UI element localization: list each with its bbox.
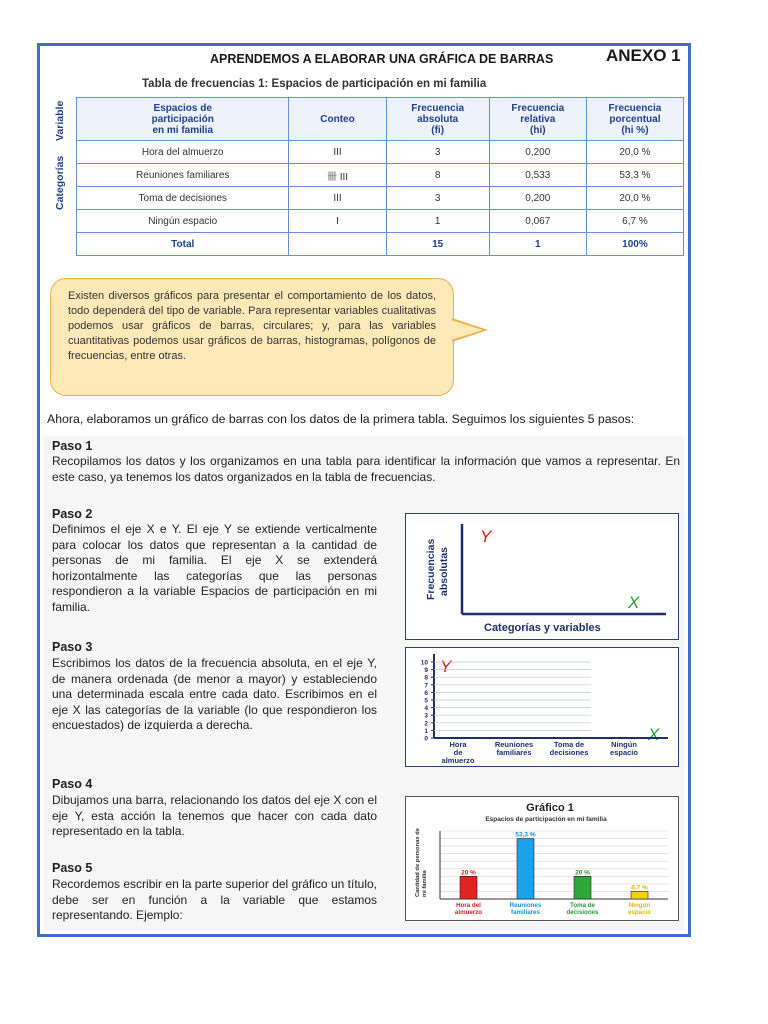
header-frecuencia-relativa: Frecuencia relativa (hi): [489, 98, 586, 141]
table-cell: III: [289, 187, 386, 210]
category-label: Toma de: [553, 740, 585, 749]
y-tick-label: 1: [424, 727, 428, 735]
bar-category-label: Hora del: [456, 902, 481, 909]
total-cell: Total: [77, 233, 289, 256]
table-cell: 53,3 %: [586, 164, 683, 187]
table-cell: 卌 III: [289, 164, 386, 187]
total-cell: [289, 233, 386, 256]
category-label: Ningún: [611, 740, 637, 749]
total-row: [77, 233, 684, 256]
table-cell: I: [289, 210, 386, 233]
step-3-title: Paso 3: [52, 640, 93, 654]
bar: [631, 891, 648, 899]
header-espacios: Espacios de participación en mi familia: [77, 98, 289, 141]
y-axis-label-line1: Frecuencias: [425, 538, 437, 600]
intro-text: Ahora, elaboramos un gráfico de barras con los datos de la primera tabla. Seguimos los siguientes 5 pasos:: [47, 412, 635, 426]
table-row: [77, 187, 684, 210]
chart-y-label: Cantidad de personas de: [415, 828, 421, 897]
category-label: Reuniones: [494, 740, 534, 749]
header-frecuencia-porcentual: Frecuencia porcentual (hi %): [586, 98, 683, 141]
x-axis-label: Categorías y variables: [484, 622, 601, 634]
table-cell: 3: [386, 187, 489, 210]
scaled-axes-diagram: [405, 647, 679, 767]
bar: [517, 839, 534, 899]
variable-side-label: Variable: [54, 100, 66, 141]
y-tick-label: 6: [424, 689, 428, 697]
page-title: APRENDEMOS A ELABORAR UNA GRÁFICA DE BARRAS: [210, 52, 554, 66]
bar-value-label: 20 %: [461, 869, 476, 877]
step-2-title: Paso 2: [52, 507, 93, 521]
table-cell: 8: [386, 164, 489, 187]
table-cell: 3: [386, 141, 489, 164]
header-frecuencia-absoluta: Frecuencia absoluta (fi): [386, 98, 489, 141]
annex-label: ANEXO 1: [606, 46, 681, 65]
step-4-text: Dibujamos una barra, relacionando los datos del eje X con el eje Y, esta acción la tenemos que hacer con cada dato representado en la tabla.: [52, 793, 377, 839]
table-cell: 0,200: [489, 141, 586, 164]
header-conteo: Conteo: [289, 98, 386, 141]
table-cell: 0,067: [489, 210, 586, 233]
bar-value-label: 20 %: [575, 869, 590, 877]
info-bubble: Existen diversos gráficos para presentar el comportamiento de los datos, todo dependerá del tipo de variable. Para representar variables cualitativas podemos usar gráficos de barras, circulares; y, para las variables cuantitativas podemos usar gráficos de barras, histogramas, polígonos de frecuencias, entre otras.: [50, 278, 454, 396]
table-cell: III: [289, 141, 386, 164]
bar-category-label: Reuniones: [509, 902, 542, 909]
y-tick-label: 0: [424, 735, 428, 743]
step-5-title: Paso 5: [52, 861, 93, 875]
categories-side-label: Categorías: [54, 155, 66, 210]
table-cell: Ningún espacio: [77, 210, 289, 233]
table-caption: Tabla de frecuencias 1: Espacios de participación en mi familia: [142, 78, 487, 90]
category-label: decisiones: [549, 748, 589, 757]
y-tick-label: 7: [424, 682, 428, 690]
chart-subtitle: Espacios de participación en mi familia: [485, 816, 607, 823]
bar-category-label: espacio: [627, 909, 652, 916]
step-1-title: Paso 1: [52, 439, 93, 453]
x-axis-letter: X: [628, 593, 640, 612]
bar-category-label: decisiones: [566, 909, 599, 916]
y-axis-letter: Y: [480, 527, 492, 546]
table-cell: 20,0 %: [586, 187, 683, 210]
y-tick-label: 2: [424, 720, 428, 728]
bar-chart-panel: [405, 796, 679, 921]
table-row: [77, 210, 684, 233]
step-2-text: Definimos el eje X e Y. El eje Y se extiende verticalmente para colocar los datos que representan a la cantidad de personas de mi familia. El eje X se extenderá horizontalmente las categorías que las personas respondieron a la variable Espacios de participación en mi familia.: [52, 522, 377, 614]
bar: [460, 876, 477, 899]
table-cell: 20,0 %: [586, 141, 683, 164]
total-cell: 1: [489, 233, 586, 256]
bar-category-label: Ningún: [628, 902, 651, 909]
total-cell: 100%: [586, 233, 683, 256]
y-axis-label-line2: absolutas: [438, 546, 450, 596]
bar: [574, 876, 591, 899]
table-cell: Reuniones familiares: [77, 164, 289, 187]
y-tick-label: 10: [420, 659, 428, 667]
table-cell: Hora del almuerzo: [77, 141, 289, 164]
category-label: almuerzo: [441, 756, 475, 765]
y-tick-label: 5: [424, 697, 428, 705]
table-cell: 1: [386, 210, 489, 233]
bar-value-label: 53,3 %: [515, 831, 536, 839]
bar-category-label: Toma de: [570, 902, 595, 909]
bar-category-label: familiares: [511, 909, 540, 916]
y-tick-label: 3: [424, 712, 428, 720]
category-label: familiares: [496, 748, 532, 757]
bar-category-label: almuerzo: [454, 909, 483, 916]
table-cell: 6,7 %: [586, 210, 683, 233]
category-label: Hora: [449, 740, 467, 749]
table-cell: Toma de decisiones: [77, 187, 289, 210]
step-3-text: Escribimos los datos de la frecuencia absoluta, en el eje Y, de manera ordenada (de menor a mayor) y estableciendo una determinada escala entre cada dato. Escribimos en el eje X las categorías de la variable (lo que respondieron los encuestados) de izquierda a derecha.: [52, 656, 377, 733]
x-axis-letter: X: [648, 725, 660, 744]
step-5-text: Recordemos escribir en la parte superior del gráfico un título, debe ser en función a la variable que estamos representando. Ejemplo:: [52, 877, 377, 923]
chart-y-label: mi familia: [422, 870, 428, 897]
chart-title: Gráfico 1: [526, 802, 574, 814]
y-tick-label: 8: [424, 674, 428, 682]
step-4-title: Paso 4: [52, 777, 93, 791]
frequency-table: [76, 97, 684, 256]
y-axis-letter: Y: [440, 657, 452, 676]
step-1-text: Recopilamos los datos y los organizamos en una tabla para identificar la información que vamos a representar. En este caso, ya tenemos los datos organizados en la tabla de frecuencias.: [52, 454, 680, 484]
axes-diagram: [405, 513, 679, 640]
y-tick-label: 9: [424, 667, 428, 675]
category-label: espacio: [610, 748, 638, 757]
table-cell: 0,200: [489, 187, 586, 210]
bar-value-label: 6,7 %: [631, 884, 648, 892]
y-tick-label: 4: [424, 705, 428, 713]
table-row: [77, 164, 684, 187]
total-cell: 15: [386, 233, 489, 256]
table-row: [77, 141, 684, 164]
category-label: de: [453, 748, 463, 757]
table-cell: 0,533: [489, 164, 586, 187]
